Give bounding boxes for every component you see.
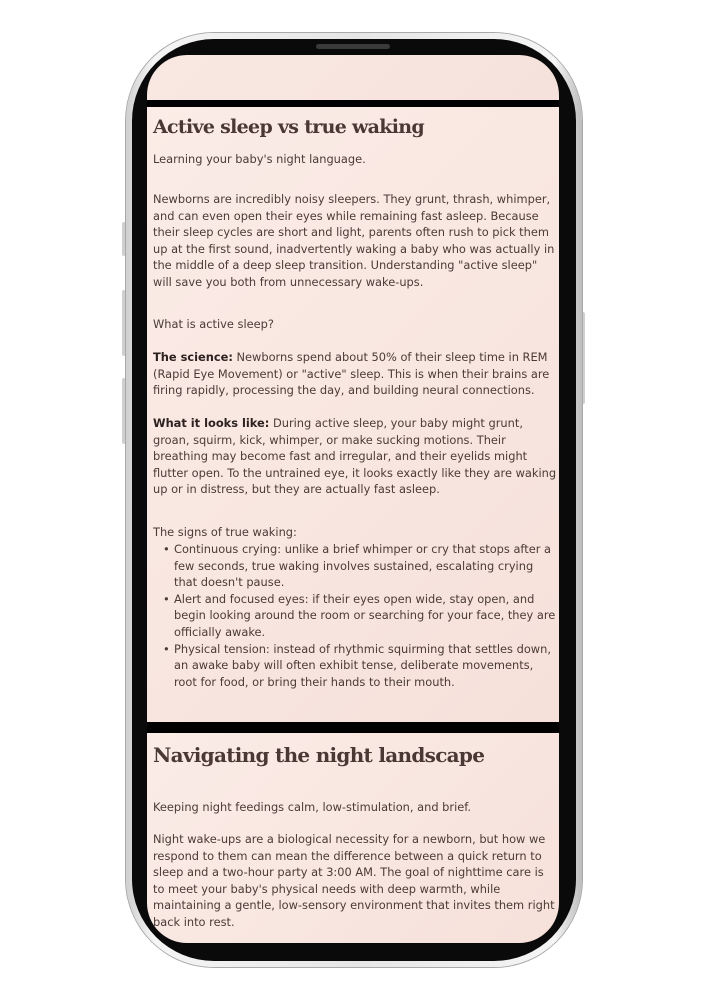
bullet-icon: • [163, 591, 170, 606]
previous-card-edge [147, 55, 559, 100]
list-item [153, 641, 557, 691]
earpiece-speaker [316, 44, 390, 49]
list-item-text: Alert and focused eyes: if their eyes open wide, stay open, and begin looking around the room or searching for your face, they are officially awake. [174, 591, 556, 639]
section-heading: The signs of true waking: [153, 525, 297, 539]
science-label: The science: [153, 350, 233, 364]
list-item [153, 591, 557, 641]
intro-paragraph: Night wake-ups are a biological necessity for a newborn, but how we respond to them can mean the difference between a quick return to sleep and a two-hour party at 3:00 AM. The goal of nighttime care is to meet your baby's physical needs with deep warmth, while maintaining a gentle, low-sensory environment that invites them right back into rest. [153, 832, 555, 929]
section-heading: What is active sleep? [153, 317, 274, 331]
science-text: Newborns spend about 50% of their sleep time in REM (Rapid Eye Movement) or "active" sleep. This is when their brains are firing rapidly, processing the day, and building neural connections. [153, 350, 550, 398]
list-item-text: Continuous crying: unlike a brief whimper or cry that stops after a few seconds, true waking involves sustained, escalating crying that doesn't pause. [174, 542, 551, 590]
card-title: Active sleep vs true waking [153, 116, 424, 138]
card-subtitle: Learning your baby's night language. [153, 152, 366, 166]
bullet-icon: • [163, 542, 170, 556]
night-landscape-card [147, 733, 559, 943]
intro-paragraph: Newborns are incredibly noisy sleepers. They grunt, thrash, whimper, and can even open their eyes while remaining fast asleep. Because their sleep cycles are short and light, parents often rush to pick them up at the first sound, inadvertently waking a baby who was actually in the middle of a deep sleep transition. Understanding "active sleep" will save you both from unnecessary wake-ups. [153, 192, 555, 289]
list-item [153, 541, 557, 591]
list-item-text: Physical tension: instead of rhythmic squirming that settles down, an awake baby will often exhibit tense, deliberate movements, root for food, or bring their hands to their mouth. [174, 641, 551, 689]
looks-like-paragraph [153, 415, 557, 498]
science-paragraph [153, 349, 557, 399]
bullet-icon: • [163, 641, 170, 656]
phone-screen[interactable] [147, 55, 559, 943]
looks-like-label: What it looks like: [153, 416, 270, 430]
card-subtitle: Keeping night feedings calm, low-stimulation, and brief. [153, 800, 472, 814]
card-title: Navigating the night landscape [153, 743, 485, 767]
signs-list [153, 541, 557, 690]
active-sleep-card [147, 107, 559, 722]
looks-like-text: During active sleep, your baby might grunt, groan, squirm, kick, whimper, or make sucking motions. Their breathing may become fast and irregular, and their eyelids might flutter open. To the untrained eye, it looks exactly like they are waking up or in distress, but they are actually fast asleep. [153, 416, 557, 497]
